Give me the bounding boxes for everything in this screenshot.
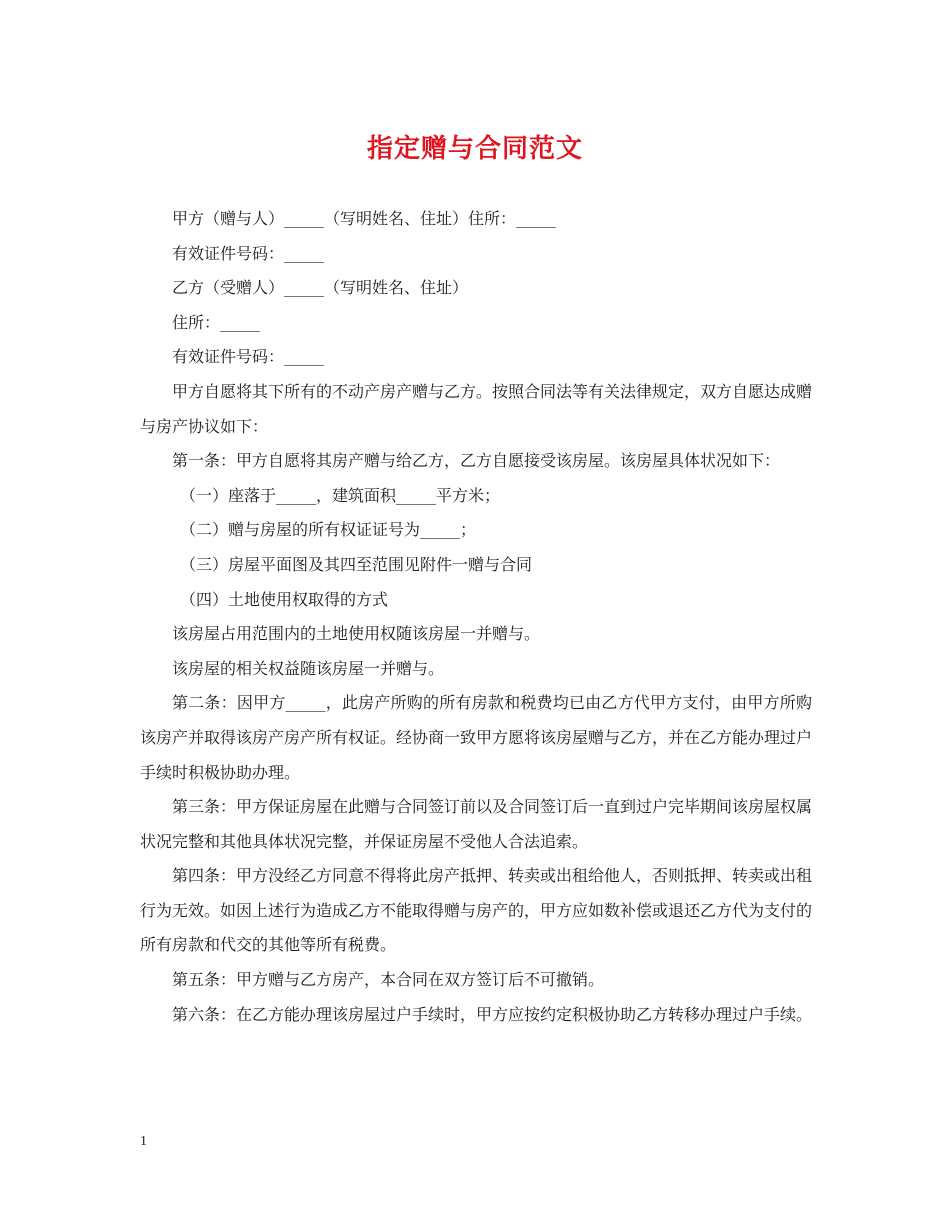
article-3-paragraph: 第三条：甲方保证房屋在此赠与合同签订前以及合同签订后一直到过户完毕期间该房屋权属状况完整和其他具体状况完整，并保证房屋不受他人合法追索。 bbox=[140, 797, 813, 851]
article-5-paragraph: 第五条：甲方赠与乙方房产，本合同在双方签订后不可撤销。 bbox=[172, 970, 605, 990]
party-a-line: 甲方（赠与人）_____（写明姓名、住址）住所：_____ bbox=[172, 209, 557, 228]
related-rights-paragraph: 该房屋的相关权益随该房屋一并赠与。 bbox=[172, 658, 445, 678]
page-number: 1 bbox=[140, 1134, 147, 1149]
document-title: 指定赠与合同范文 bbox=[366, 134, 583, 164]
article-1-paragraph: 第一条：甲方自愿将其房产赠与给乙方，乙方自愿接受该房屋。该房屋具体状况如下： bbox=[172, 451, 781, 471]
article-1-item-2: （二）赠与房屋的所有权证证号为_____； bbox=[180, 520, 477, 540]
party-a-id-line: 有效证件号码：_____ bbox=[172, 243, 325, 263]
party-b-line: 乙方（受赠人）_____（写明姓名、住址） bbox=[172, 278, 469, 298]
land-use-paragraph: 该房屋占用范围内的土地使用权随该房屋一并赠与。 bbox=[172, 624, 541, 644]
article-1-item-3: （三）房屋平面图及其四至范围见附件一赠与合同 bbox=[180, 554, 533, 574]
document-body bbox=[140, 202, 812, 1032]
article-1-item-4: （四）土地使用权取得的方式 bbox=[180, 589, 389, 609]
preamble-paragraph: 甲方自愿将其下所有的不动产房产赠与乙方。按照合同法等有关法律规定，双方自愿达成赠与房产协议如下： bbox=[140, 381, 813, 436]
article-4-paragraph: 第四条：甲方没经乙方同意不得将此房产抵押、转卖或出租给他人，否则抵押、转卖或出租行为无效。如因上述行为造成乙方不能取得赠与房产的，甲方应如数补偿或退还乙方代为支付的所有房款和代交的其他等所有税费。 bbox=[140, 866, 813, 955]
party-b-id-line: 有效证件号码：_____ bbox=[172, 347, 325, 367]
article-1-item-1: （一）座落于_____，建筑面积_____平方米； bbox=[180, 485, 501, 505]
article-2-paragraph: 第二条：因甲方_____，此房产所购的所有房款和税费均已由乙方代甲方支付，由甲方所购该房产并取得该房产房产所有权证。经协商一致甲方愿将该房屋赠与乙方，并在乙方能办理过户手续时积极协助办理。 bbox=[140, 693, 813, 782]
article-6-paragraph: 第六条：在乙方能办理该房屋过户手续时，甲方应按约定积极协助乙方转移办理过户手续。 bbox=[172, 1004, 813, 1024]
party-b-address-line: 住所：_____ bbox=[172, 312, 261, 332]
